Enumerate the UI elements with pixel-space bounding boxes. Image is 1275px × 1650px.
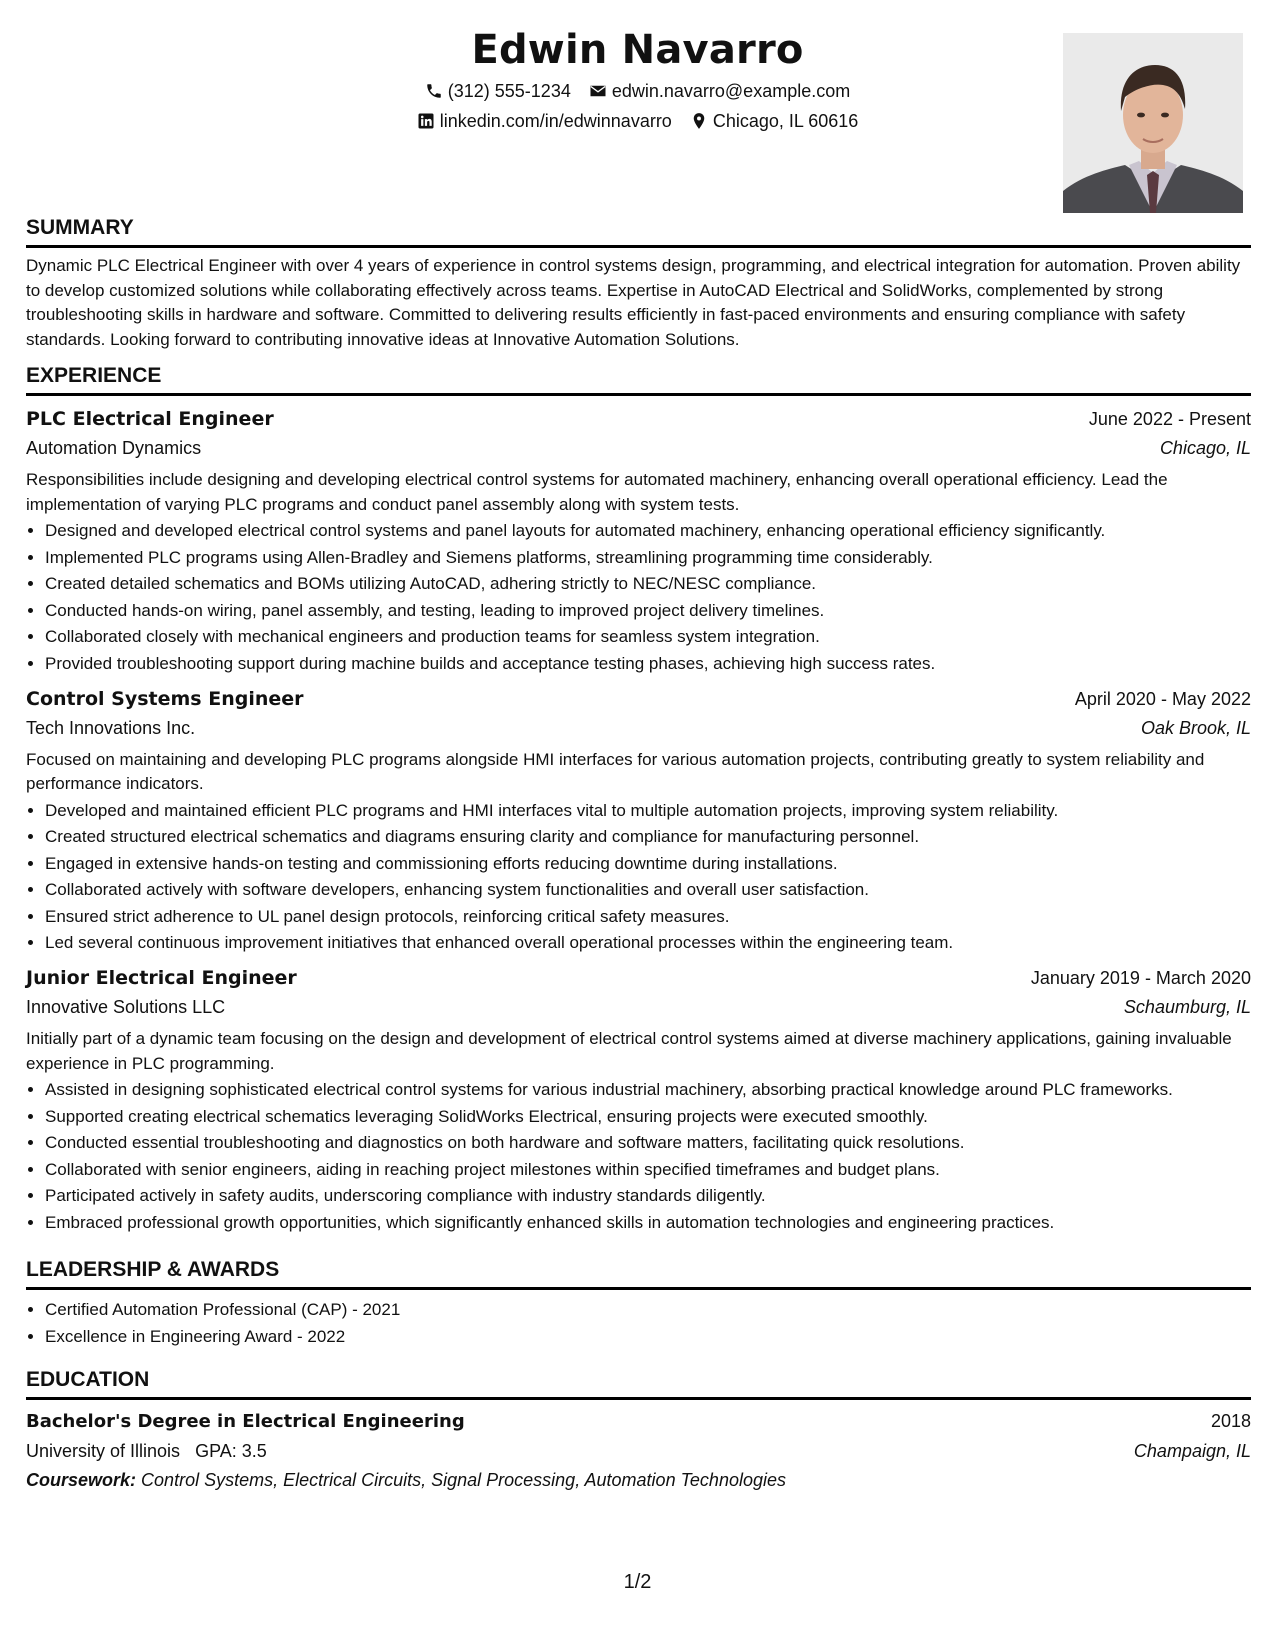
coursework-label: Coursework: xyxy=(26,1470,137,1490)
list-item: • Ensured strict adherence to UL panel design protocols, reinforcing critical safety measures. xyxy=(45,905,1251,929)
job-company: Tech Innovations Inc. xyxy=(26,717,196,738)
linkedin-icon xyxy=(417,112,435,130)
map-pin-icon xyxy=(690,112,708,130)
job-entry xyxy=(26,684,1251,956)
list-item: • Provided troubleshooting support during machine builds and acceptance testing phases, achieving high success rates. xyxy=(45,652,1251,676)
job-dates: April 2020 - May 2022 xyxy=(1074,688,1251,709)
coursework-line xyxy=(26,1465,1251,1495)
list-item: • Collaborated with senior engineers, aiding in reaching project milestones within specified timeframes and budget plans. xyxy=(45,1158,1251,1182)
list-item: • Conducted hands-on wiring, panel assembly, and testing, leading to improved project delivery timelines. xyxy=(45,599,1251,623)
list-item: • Created detailed schematics and BOMs utilizing AutoCAD, adhering strictly to NEC/NESC compliance. xyxy=(45,572,1251,596)
list-item: • Collaborated actively with software developers, enhancing system functionalities and overall user satisfaction. xyxy=(45,878,1251,902)
education-heading: EDUCATION xyxy=(26,1367,1251,1400)
job-title: Control Systems Engineer xyxy=(26,687,304,710)
summary-heading: SUMMARY xyxy=(26,215,1251,248)
experience-section xyxy=(26,363,1251,1237)
gpa-text: GPA: 3.5 xyxy=(195,1441,267,1461)
list-item: • Designed and developed electrical control systems and panel layouts for automated machinery, enhancing operational efficiency significantly. xyxy=(45,519,1251,543)
job-description: Focused on maintaining and developing PLC programs alongside HMI interfaces for various automation projects, contributing greatly to system reliability and performance indicators. xyxy=(26,749,1205,793)
list-item: • Embraced professional growth opportunities, which significantly enhanced skills in automation technologies and engineering practices. xyxy=(45,1211,1251,1235)
graduation-year: 2018 xyxy=(1210,1411,1251,1431)
location-text: Chicago, IL 60616 xyxy=(712,111,859,131)
summary-section xyxy=(26,215,1251,352)
school-location: Champaign, IL xyxy=(1133,1441,1251,1461)
school-name: University of Illinois xyxy=(26,1441,181,1461)
list-item: • Certified Automation Professional (CAP) - 2021 xyxy=(45,1298,1251,1322)
person-portrait-icon xyxy=(1063,33,1243,213)
job-dates: June 2022 - Present xyxy=(1088,409,1251,429)
leadership-heading: LEADERSHIP & AWARDS xyxy=(26,1257,1251,1290)
list-item: • Implemented PLC programs using Allen-Bradley and Siemens platforms, streamlining programming time considerably. xyxy=(45,546,1251,570)
job-title: Junior Electrical Engineer xyxy=(26,967,297,989)
job-entry xyxy=(26,404,1251,676)
job-title: PLC Electrical Engineer xyxy=(26,408,274,430)
job-location: Oak Brook, IL xyxy=(1140,717,1251,738)
leadership-section xyxy=(26,1257,1251,1351)
list-item: • Developed and maintained efficient PLC programs and HMI interfaces vital to multiple automation projects, improving system reliability. xyxy=(45,799,1251,823)
list-item: • Assisted in designing sophisticated electrical control systems for various industrial machinery, absorbing practical knowledge around PLC frameworks. xyxy=(45,1078,1251,1102)
job-company: Automation Dynamics xyxy=(26,438,202,458)
job-description: Initially part of a dynamic team focusing on the design and development of electrical control systems aimed at diverse machinery applications, gaining invaluable experience in PLC programming. xyxy=(26,1029,1232,1073)
summary-text: Dynamic PLC Electrical Engineer with over 4 years of experience in control systems design, programming, and electrical integration for automation. Proven ability to develop customized solutions while collaborating effectively across teams. Expertise in AutoCAD Electrical and SolidWorks, complemented by strong troubleshooting skills in hardware and software. Committed to delivering results efficiently in fast-paced environments and ensuring compliance with safety standards. Looking forward to contributing innovative ideas at Innovative Automation Solutions. xyxy=(26,256,1241,349)
email-link[interactable]: edwin.navarro@example.com xyxy=(611,81,851,101)
list-item: • Collaborated closely with mechanical engineers and production teams for seamless system integration. xyxy=(45,625,1251,649)
phone-icon xyxy=(425,82,443,100)
list-item: • Supported creating electrical schematics leveraging SolidWorks Electrical, ensuring projects were executed smoothly. xyxy=(45,1105,1251,1129)
linkedin-link[interactable]: linkedin.com/in/edwinnavarro xyxy=(439,111,672,131)
degree-name: Bachelor's Degree in Electrical Engineering xyxy=(26,1411,465,1432)
job-bullet-list xyxy=(26,1078,1251,1235)
education-section xyxy=(26,1367,1251,1495)
job-bullet-list xyxy=(26,799,1251,956)
candidate-name: Edwin Navarro xyxy=(471,27,804,73)
job-dates: January 2019 - March 2020 xyxy=(1030,968,1251,988)
profile-photo xyxy=(1063,33,1243,213)
list-item: • Engaged in extensive hands-on testing and commissioning efforts reducing downtime during installations. xyxy=(45,852,1251,876)
job-company: Innovative Solutions LLC xyxy=(26,997,226,1017)
page-number: 1/2 xyxy=(623,1571,652,1593)
job-location: Chicago, IL xyxy=(1159,438,1251,458)
contact-linkedin[interactable] xyxy=(417,106,672,136)
experience-heading: EXPERIENCE xyxy=(26,363,1251,396)
school-line xyxy=(26,1437,267,1465)
phone-text: (312) 555-1234 xyxy=(447,81,571,101)
job-entry xyxy=(26,963,1251,1235)
contact-email[interactable] xyxy=(589,76,850,106)
list-item: • Led several continuous improvement initiatives that enhanced overall operational processes within the engineering team. xyxy=(45,931,1251,955)
envelope-icon xyxy=(589,82,607,100)
awards-list xyxy=(26,1298,1251,1349)
list-item: • Conducted essential troubleshooting and diagnostics on both hardware and software matters, facilitating quick resolutions. xyxy=(45,1131,1251,1155)
list-item: • Participated actively in safety audits, underscoring compliance with industry standards diligently. xyxy=(45,1184,1251,1208)
job-location: Schaumburg, IL xyxy=(1123,997,1251,1017)
coursework-text: Control Systems, Electrical Circuits, Signal Processing, Automation Technologies xyxy=(141,1470,786,1490)
job-bullet-list xyxy=(26,519,1251,676)
contact-location xyxy=(690,106,858,136)
job-description: Responsibilities include designing and developing electrical control systems for automated machinery, enhancing overall operational efficiency. Lead the implementation of varying PLC programs and conduct panel assembly along with system tests. xyxy=(26,470,1168,514)
list-item: • Excellence in Engineering Award - 2022 xyxy=(45,1325,1251,1349)
contact-phone xyxy=(425,76,571,106)
list-item: • Created structured electrical schematics and diagrams ensuring clarity and compliance for manufacturing personnel. xyxy=(45,825,1251,849)
